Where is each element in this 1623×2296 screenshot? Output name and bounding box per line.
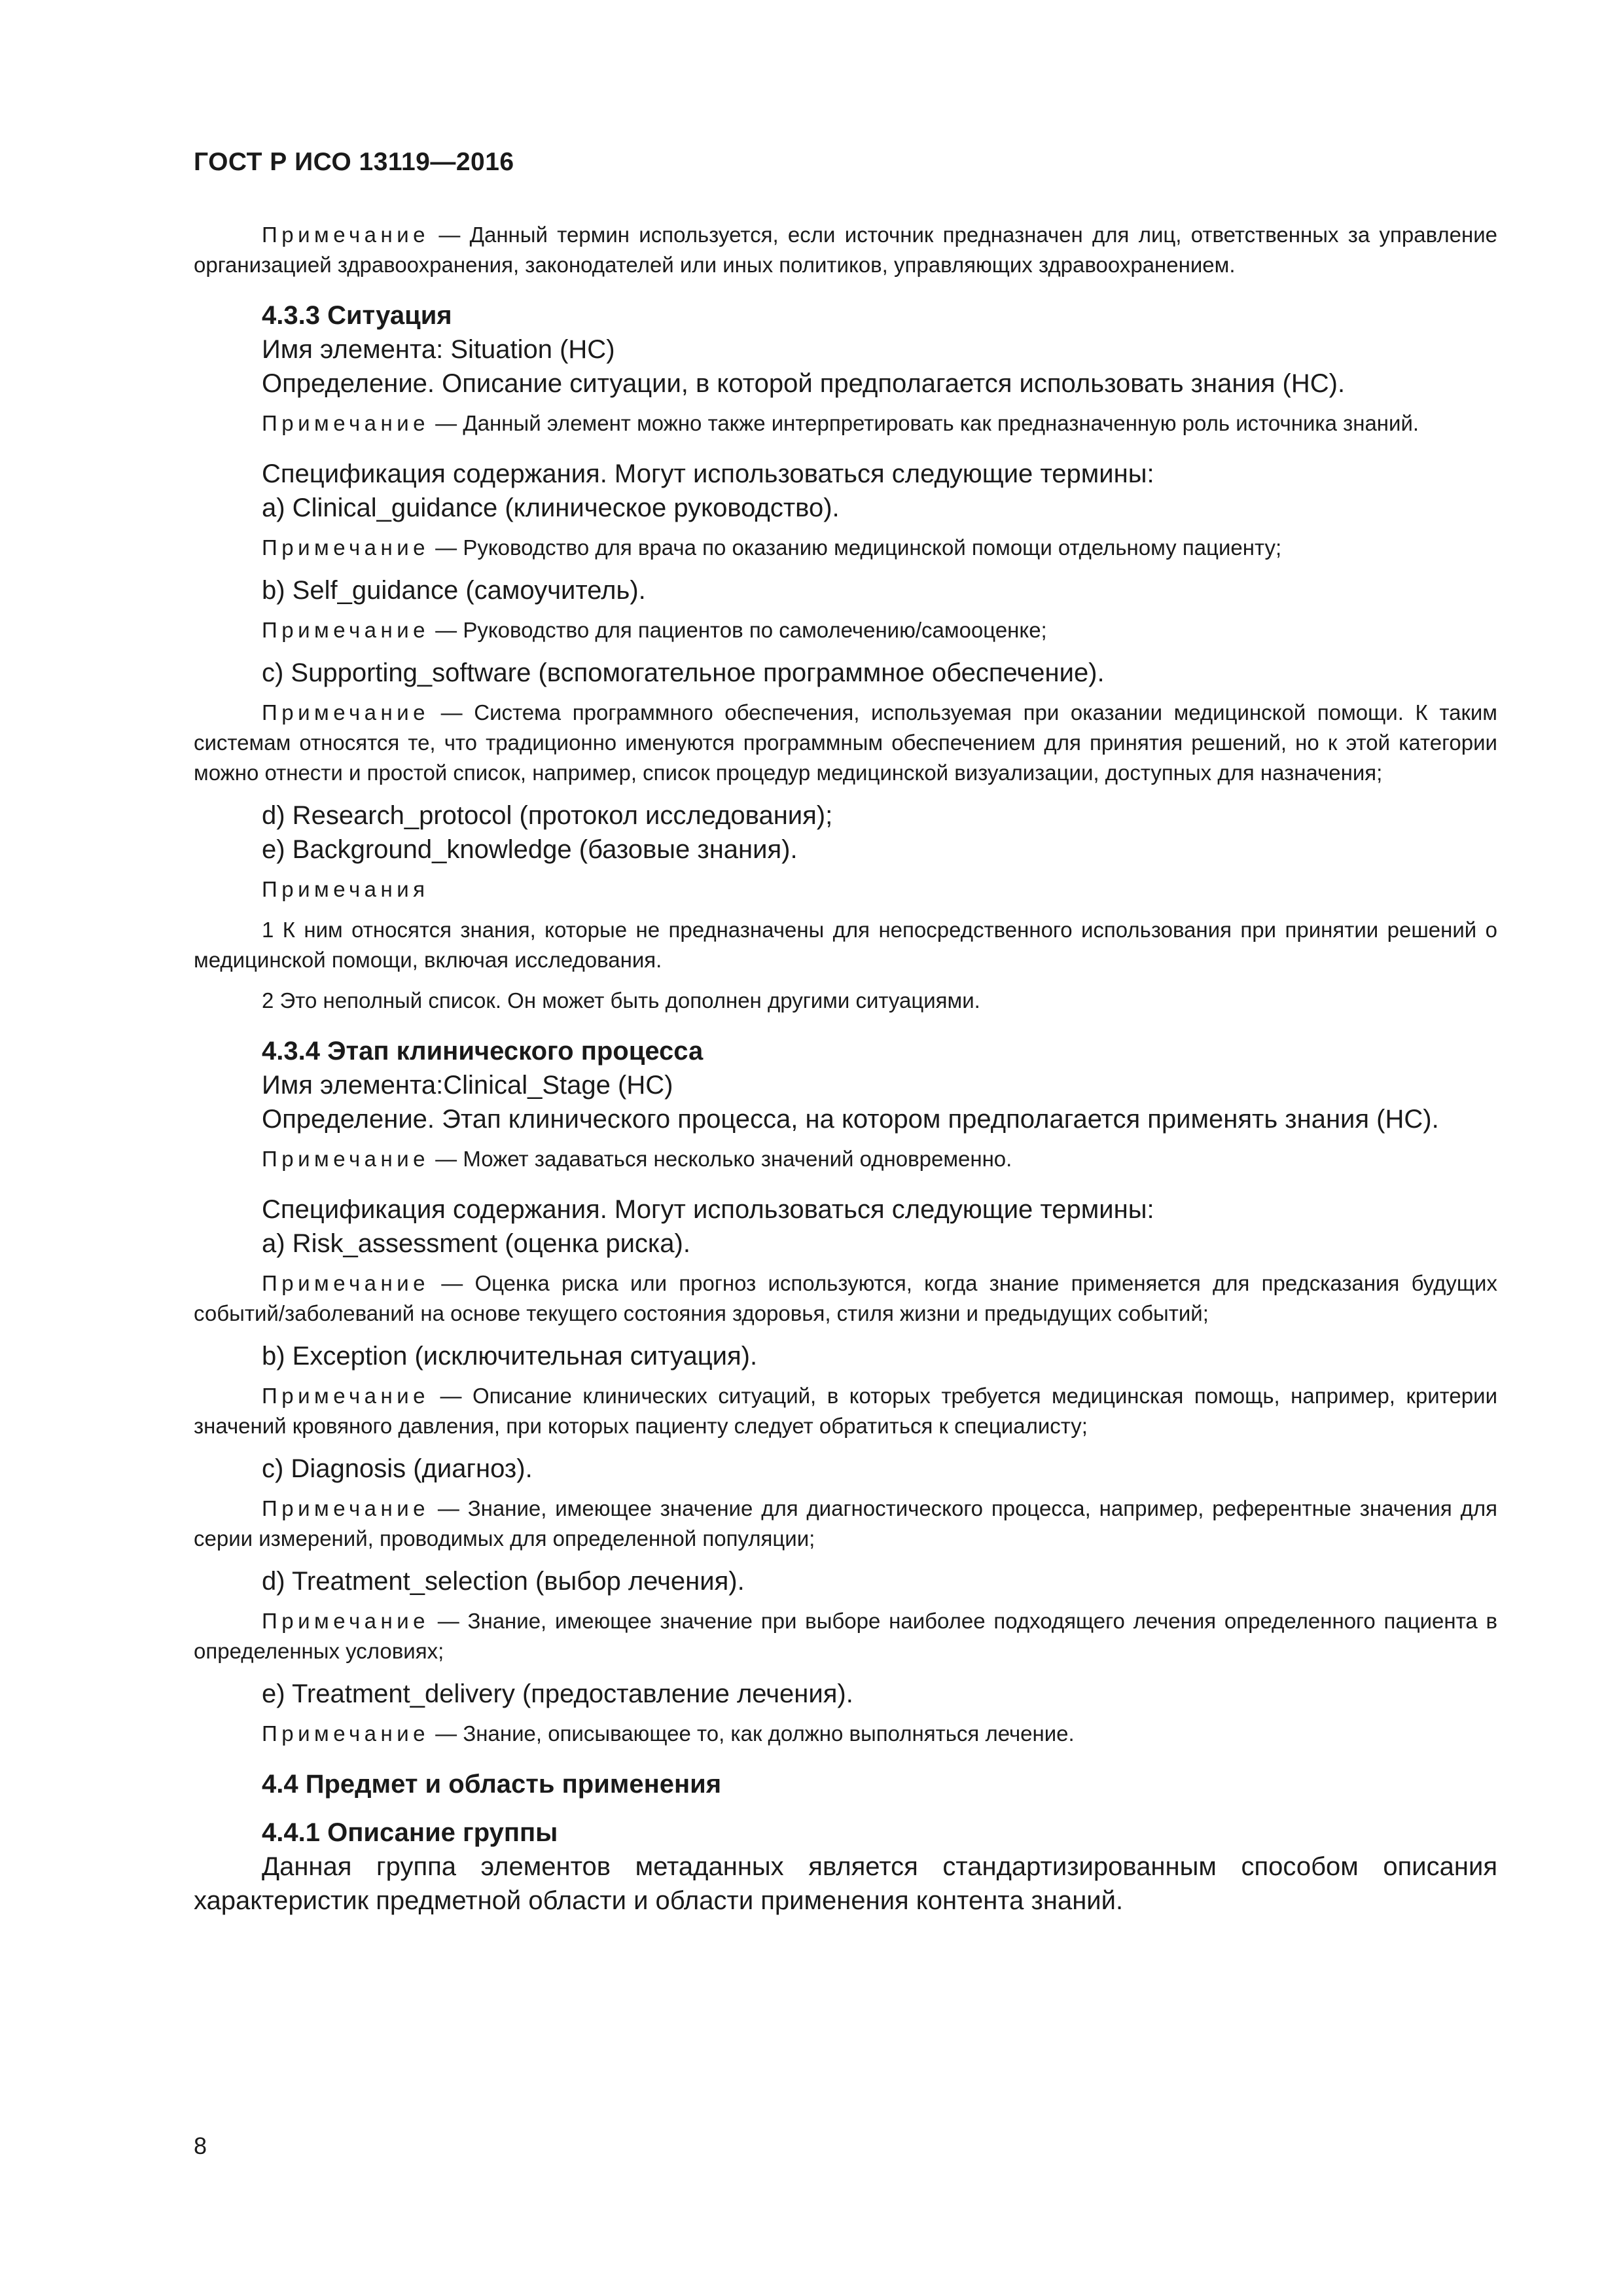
note-text: — Оценка риска или прогноз используются, когда знание применяется для предсказания будущих событий/заболеваний на основе текущего состояния здоровья, стиля жизни и предыдущих событий; <box>194 1271 1497 1325</box>
section-heading-4-3-3: 4.3.3 Ситуация <box>262 301 452 330</box>
note-text: — Знание, имеющее значение при выборе наиболее подходящего лечения определенного пациента в определенных условиях; <box>194 1609 1497 1663</box>
note-text: — Знание, имеющее значение для диагностического процесса, например, референтные значения для серии измерений, проводимых для определенной популяции; <box>194 1496 1497 1551</box>
note-item: 1 К ним относятся знания, которые не предназначены для непосредственного использования при принятии решений о медицинской помощи, включая исследования. <box>194 918 1497 972</box>
list-item: e) Background_knowledge (базовые знания). <box>262 835 798 864</box>
definition: Определение. Описание ситуации, в которой предполагается использовать знания (НС). <box>262 369 1346 398</box>
note-text: — Руководство для врача по оказанию медицинской помощи отдельному пациенту; <box>429 535 1282 560</box>
note-text: — Руководство для пациентов по самолечению/самооценке; <box>429 618 1047 642</box>
section-heading-4-3-4: 4.3.4 Этап клинического процесса <box>262 1037 704 1066</box>
note <box>194 533 1497 563</box>
note <box>194 1606 1497 1666</box>
element-name: Имя элемента: Situation (НС) <box>262 335 615 364</box>
element-name: Имя элемента:Clinical_Stage (НС) <box>262 1071 673 1100</box>
page-number: 8 <box>194 2132 207 2159</box>
note-text: — Данный термин используется, если источник предназначен для лиц, ответственных за управление организацией здравоохранения, законодателей или иных политиков, управляющих здравоохранением. <box>194 223 1497 277</box>
note <box>194 698 1497 788</box>
note-label: Примечание <box>262 1609 430 1633</box>
list-item: d) Research_protocol (протокол исследования); <box>262 801 833 830</box>
note-label: Примечание <box>262 1271 430 1295</box>
note-text: — Данный элемент можно также интерпретировать как предназначенную роль источника знаний. <box>429 411 1419 435</box>
list-item: c) Supporting_software (вспомогательное программное обеспечение). <box>262 658 1105 687</box>
note-label: Примечание <box>262 700 430 725</box>
content-spec: Спецификация содержания. Могут использоваться следующие термины: <box>262 459 1154 488</box>
page-content <box>194 220 1497 1918</box>
note-text: — Может задаваться несколько значений одновременно. <box>429 1147 1012 1171</box>
definition: Определение. Этап клинического процесса, на котором предполагается применять знания (НС). <box>262 1105 1439 1134</box>
list-item: a) Clinical_guidance (клиническое руководство). <box>262 493 840 522</box>
note <box>194 1144 1497 1174</box>
note-item: 2 Это неполный список. Он может быть дополнен другими ситуациями. <box>262 988 980 1013</box>
section-heading-4-4: 4.4 Предмет и область применения <box>262 1770 722 1799</box>
list-item: a) Risk_assessment (оценка риска). <box>262 1229 690 1258</box>
note <box>194 408 1497 439</box>
notes-label: Примечания <box>262 877 429 901</box>
note-label: Примечание <box>262 618 430 642</box>
note <box>194 615 1497 645</box>
note-text: — Знание, описывающее то, как должно выполняться лечение. <box>429 1721 1075 1746</box>
section-heading-4-4-1: 4.4.1 Описание группы <box>262 1818 558 1847</box>
intro-note <box>194 220 1497 280</box>
note-label: Примечание <box>262 411 430 435</box>
list-item: b) Exception (исключительная ситуация). <box>262 1342 758 1371</box>
group-description: Данная группа элементов метаданных является стандартизированным способом описания характеристик предметной области и области применения контента знаний. <box>194 1852 1497 1915</box>
note-label: Примечание <box>262 535 430 560</box>
note-label: Примечание <box>262 1496 430 1520</box>
list-item: e) Treatment_delivery (предоставление лечения). <box>262 1679 853 1708</box>
note-label: Примечание <box>262 1721 430 1746</box>
note <box>194 1381 1497 1441</box>
list-item: d) Treatment_selection (выбор лечения). <box>262 1567 745 1596</box>
note <box>194 1719 1497 1749</box>
note-text: — Система программного обеспечения, используемая при оказании медицинской помощи. К таким системам относятся те, что традиционно именуются программным обеспечением для принятия решений, но к этой категории можно отнести и простой список, например, список процедур медицинской визуализации, доступных для назначения; <box>194 700 1497 785</box>
note <box>194 1268 1497 1329</box>
list-item: b) Self_guidance (самоучитель). <box>262 576 646 605</box>
note-label: Примечание <box>262 223 430 247</box>
note-label: Примечание <box>262 1384 430 1408</box>
list-item: c) Diagnosis (диагноз). <box>262 1454 533 1483</box>
notes-heading <box>194 874 1497 905</box>
content-spec: Спецификация содержания. Могут использоваться следующие термины: <box>262 1195 1154 1224</box>
document-header: ГОСТ Р ИСО 13119—2016 <box>194 148 514 176</box>
note-label: Примечание <box>262 1147 430 1171</box>
note <box>194 1494 1497 1554</box>
note-text: — Описание клинических ситуаций, в которых требуется медицинская помощь, например, критерии значений кровяного давления, при которых пациенту следует обратиться к специалисту; <box>194 1384 1497 1438</box>
